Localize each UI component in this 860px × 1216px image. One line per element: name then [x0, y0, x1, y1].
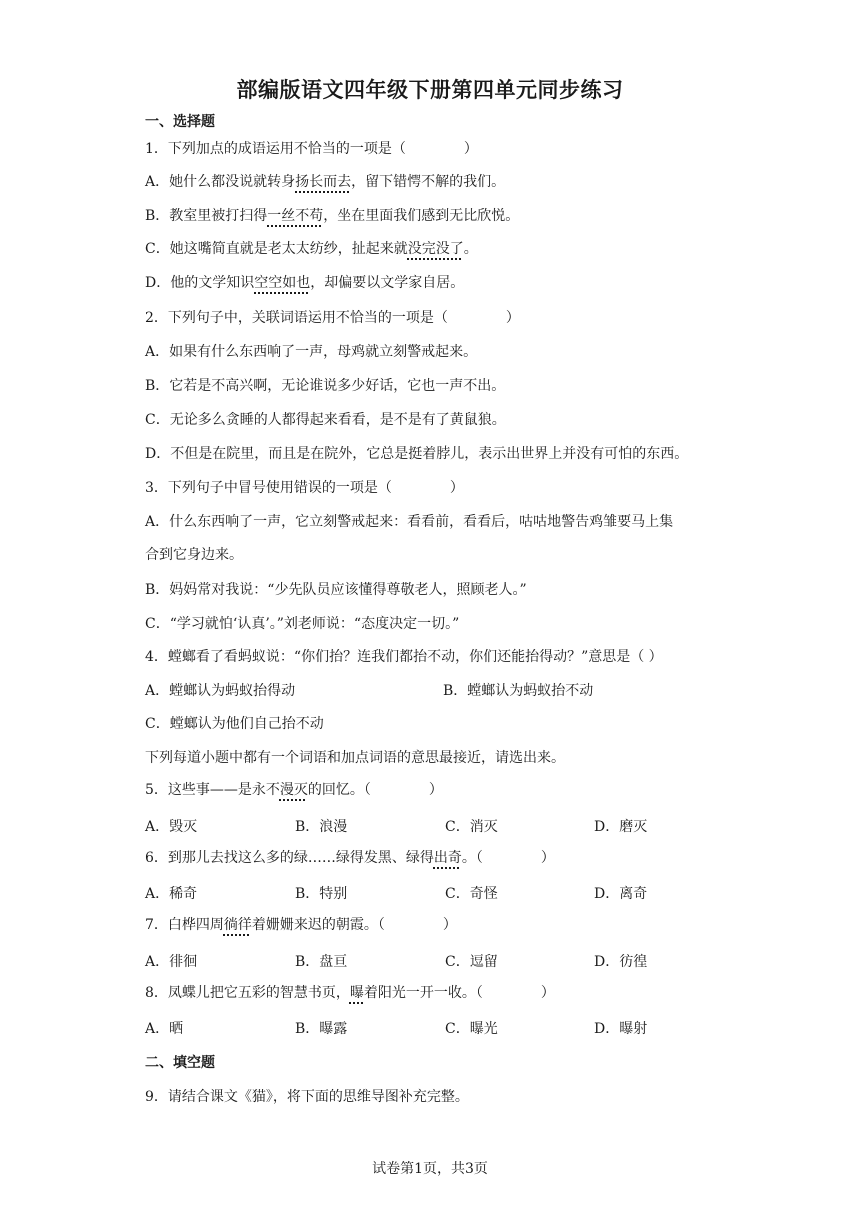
- question-7-stem: [145, 915, 457, 935]
- option-text: ，坐在里面我们感到无比欣悦。: [323, 208, 520, 224]
- question-5-option-c: C．消灭: [445, 819, 498, 835]
- question-1-text: 1．下列加点的成语运用不恰当的一项是（: [145, 141, 406, 157]
- question-1-close: ）: [463, 141, 478, 157]
- question-6-stem: [145, 848, 555, 868]
- question-2-option-b: B．它若是不高兴啊，无论谁说多少好话，它也一声不出。: [145, 378, 506, 394]
- question-text: 着阳光一开一收。（: [363, 985, 483, 1001]
- question-text: 8．凤蝶儿把它五彩的智慧书页，: [145, 985, 350, 1001]
- question-text: 的回忆。（: [307, 782, 371, 798]
- question-text: 6．到那儿去找这么多的绿……绿得发黑、绿得: [145, 850, 434, 866]
- question-3-option-b: B．妈妈常对我说：“少先队员应该懂得尊敬老人，照顾老人。”: [145, 582, 527, 598]
- option-text: D．他的文学知识: [145, 275, 255, 291]
- question-5-option-a: A．毁灭: [145, 819, 198, 835]
- emphasized-phrase: 扬长而去: [295, 174, 352, 190]
- question-close: ）: [540, 850, 555, 866]
- option-text: C．她这嘴简直就是老太太纺纱，扯起来就: [145, 241, 408, 257]
- question-6-option-a: A．稀奇: [145, 886, 198, 902]
- option-text: B．教室里被打扫得: [145, 208, 268, 224]
- question-close: ）: [540, 985, 555, 1001]
- question-6-option-c: C．奇怪: [445, 886, 498, 902]
- question-8-stem: [145, 983, 555, 1003]
- question-4-option-b: B．螳螂认为蚂蚁抬不动: [443, 683, 594, 699]
- question-3-option-a-line2: 合到它身边来。: [145, 547, 243, 563]
- question-3-option-c: C．“学习就怕‘认真’。”刘老师说：“态度决定一切。”: [145, 616, 460, 632]
- option-text: A．她什么都没说就转身: [145, 174, 296, 190]
- question-close: ）: [442, 917, 457, 933]
- emphasized-phrase: 空空如也: [254, 275, 311, 291]
- emphasized-phrase: 没完没了: [407, 241, 464, 257]
- question-2-option-a: A．如果有什么东西响了一声，母鸡就立刻警戒起来。: [145, 344, 478, 360]
- question-4-option-a: A．螳螂认为蚂蚁抬得动: [145, 683, 296, 699]
- question-3-option-a-line1: A．什么东西响了一声，它立刻警戒起来：看看前，看看后，咕咕地警告鸡雏要马上集: [145, 514, 674, 530]
- emphasized-word: 徜徉: [223, 917, 252, 933]
- page-title: 部编版语文四年级下册第四单元同步练习: [236, 78, 624, 102]
- question-8-option-b: B．曝露: [295, 1021, 348, 1037]
- question-2-close: ）: [505, 310, 520, 326]
- option-text: ，留下错愕不解的我们。: [351, 174, 506, 190]
- question-1-option-a: [145, 172, 505, 192]
- option-text: ，却偏要以文学家自居。: [310, 275, 465, 291]
- question-7-option-d: D．彷徨: [594, 954, 648, 970]
- question-close: ）: [428, 782, 443, 798]
- option-text: 。: [463, 241, 478, 257]
- question-5-option-d: D．磨灭: [594, 819, 648, 835]
- emphasized-word: 曝: [349, 985, 364, 1001]
- question-3-text: 3．下列句子中冒号使用错误的一项是（: [145, 480, 392, 496]
- question-text: 着姗姗来迟的朝霞。（: [251, 917, 385, 933]
- emphasized-word: 漫灭: [279, 782, 308, 798]
- emphasized-word: 出奇: [433, 850, 462, 866]
- question-3-close: ）: [449, 480, 464, 496]
- question-1-stem: [145, 139, 478, 159]
- question-6-option-d: D．离奇: [594, 886, 648, 902]
- question-1-option-d: [145, 273, 464, 293]
- question-7-option-c: C．逗留: [445, 954, 498, 970]
- question-text: 5．这些事——是永不: [145, 782, 280, 798]
- question-7-option-a: A．徘徊: [145, 954, 198, 970]
- question-2-option-d: D．不但是在院里，而且是在院外，它总是挺着脖儿，表示出世界上并没有可怕的东西。: [145, 446, 689, 462]
- question-9-stem: 9．请结合课文《猫》，将下面的思维导图补充完整。: [145, 1089, 469, 1105]
- page-footer: 试卷第1页，共3页: [372, 1161, 488, 1177]
- question-3-stem: [145, 478, 464, 498]
- question-7-option-b: B．盘亘: [295, 954, 348, 970]
- question-1-option-c: [145, 239, 478, 259]
- question-2-text: 2．下列句子中，关联词语运用不恰当的一项是（: [145, 310, 448, 326]
- question-5-stem: [145, 780, 443, 800]
- question-6-option-b: B．特别: [295, 886, 348, 902]
- section-heading-fill: 二、填空题: [145, 1055, 215, 1071]
- question-1-option-b: [145, 206, 519, 226]
- question-text: 7．白桦四周: [145, 917, 224, 933]
- question-2-stem: [145, 308, 520, 328]
- instruction-text: 下列每道小题中都有一个词语和加点词语的意思最接近，请选出来。: [145, 750, 565, 766]
- emphasized-phrase: 一丝不苟: [267, 208, 324, 224]
- question-8-option-d: D．曝射: [594, 1021, 648, 1037]
- question-2-option-c: C．无论多么贪睡的人都得起来看看，是不是有了黄鼠狼。: [145, 412, 506, 428]
- question-8-option-c: C．曝光: [445, 1021, 498, 1037]
- question-5-option-b: B．浪漫: [295, 819, 348, 835]
- question-4-stem: 4．螳螂看了看蚂蚁说：“你们抬？连我们都抬不动，你们还能抬得动？”意思是（ ）: [145, 649, 663, 665]
- question-4-option-c: C．螳螂认为他们自己抬不动: [145, 716, 324, 732]
- question-8-option-a: A．晒: [145, 1021, 184, 1037]
- section-heading-choice: 一、选择题: [145, 114, 215, 130]
- question-text: 。（: [461, 850, 483, 866]
